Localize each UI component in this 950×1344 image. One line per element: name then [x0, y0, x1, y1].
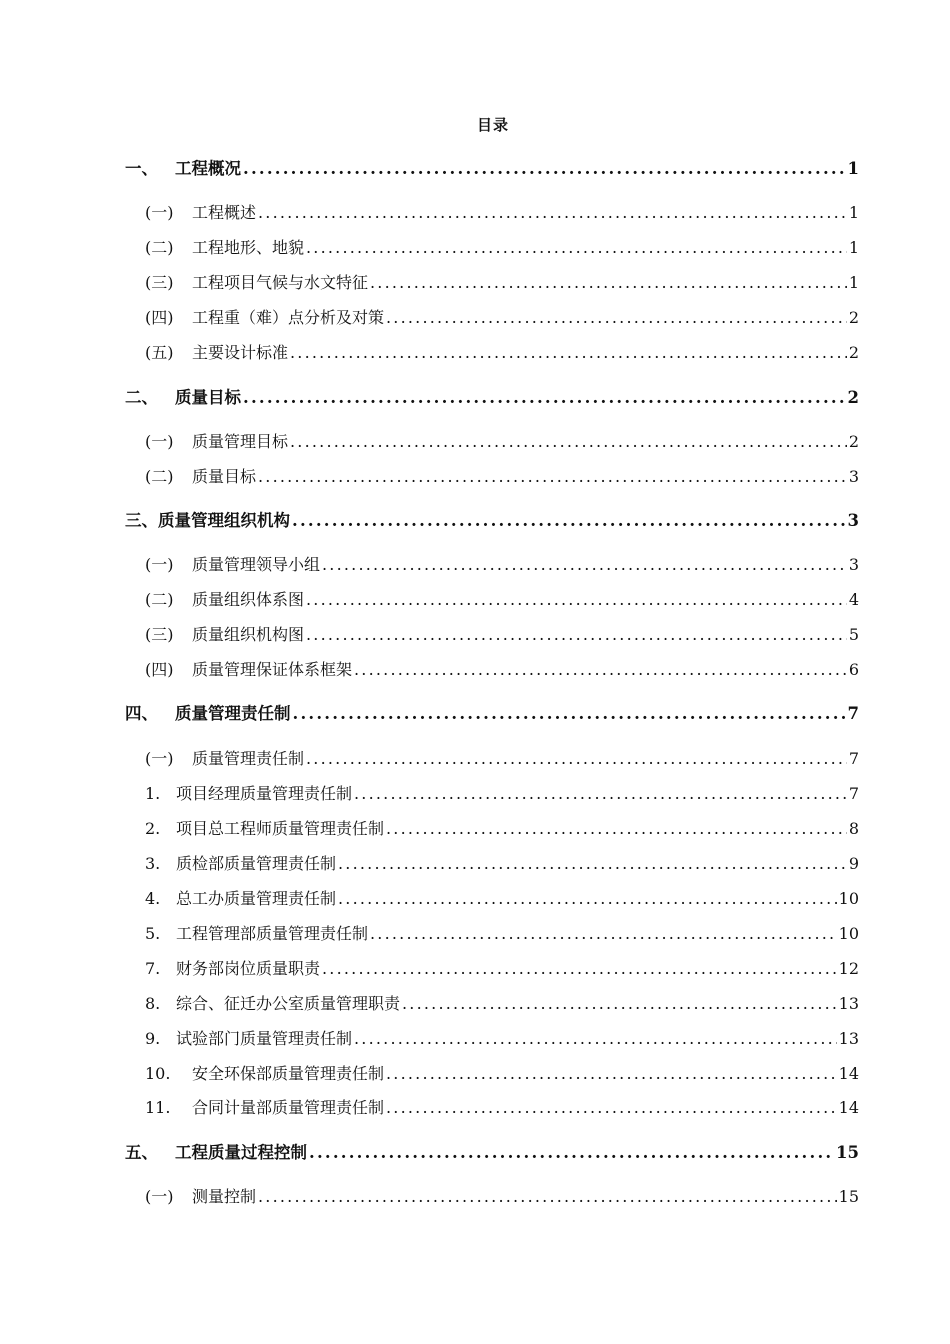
toc-entry-text: 质检部质量管理责任制: [176, 854, 337, 873]
toc-entry[interactable]: [145, 1183, 859, 1207]
toc-leader-dots: [386, 1064, 837, 1084]
toc-entry-number: 7.: [145, 959, 161, 978]
toc-leader-dots: [243, 159, 846, 179]
toc-leader-dots: [292, 511, 846, 531]
toc-entry-number: 11.: [145, 1098, 171, 1117]
toc-entry-text: 质量组织机构图: [192, 625, 305, 644]
toc-entry-page: 7: [847, 704, 859, 723]
toc-entry[interactable]: [145, 990, 859, 1014]
toc-entry-number: 一、: [125, 159, 158, 178]
toc-entry[interactable]: [125, 1139, 859, 1163]
toc-leader-dots: [354, 1029, 837, 1049]
toc-leader-dots: [370, 924, 837, 944]
toc-entry-text: 质量管理组织机构: [158, 511, 290, 530]
toc-leader-dots: [258, 1187, 837, 1207]
toc-entry-text: 主要设计标准: [192, 343, 289, 362]
toc-entry-text: 质量管理责任制: [192, 749, 305, 768]
toc-entry-page: 1: [848, 203, 859, 222]
toc-entry-page: 14: [838, 1064, 859, 1083]
toc-entry[interactable]: [145, 780, 859, 804]
toc-title: 目录: [476, 116, 509, 134]
toc-entry[interactable]: [145, 551, 859, 575]
toc-entry-text: 质量管理保证体系框架: [192, 660, 353, 679]
toc-entry[interactable]: [125, 700, 859, 724]
toc-entry-page: 1: [848, 238, 859, 257]
toc-entry-text: 工程地形、地貌: [192, 238, 305, 257]
toc-entry[interactable]: [145, 885, 859, 909]
toc-entry-page: 3: [848, 555, 859, 574]
toc-entry-number: 五、: [125, 1143, 158, 1162]
toc-leader-dots: [306, 749, 847, 769]
toc-leader-dots: [290, 343, 847, 363]
toc-entry[interactable]: [145, 920, 859, 944]
toc-entry[interactable]: [145, 304, 859, 328]
toc-entry-text: 工程概况: [175, 159, 241, 178]
toc-entry-text: 项目总工程师质量管理责任制: [176, 819, 385, 838]
toc-entry-number: 四、: [125, 704, 158, 723]
toc-entry-number: (二): [145, 238, 174, 257]
toc-entry-number: (二): [145, 590, 174, 609]
toc-entry[interactable]: [145, 428, 859, 452]
toc-entry-text: 质量组织体系图: [192, 590, 305, 609]
toc-entry-page: 8: [848, 819, 859, 838]
toc-leader-dots: [386, 1098, 837, 1118]
toc-entry-number: 9.: [145, 1029, 161, 1048]
toc-entry-page: 12: [838, 959, 859, 978]
toc-leader-dots: [354, 784, 847, 804]
toc-entry[interactable]: [145, 1025, 859, 1049]
toc-leader-dots: [258, 203, 847, 223]
toc-entry-page: 14: [838, 1098, 859, 1117]
toc-entry-number: 10.: [145, 1064, 171, 1083]
toc-leader-dots: [322, 555, 847, 575]
toc-entry-number: (一): [145, 203, 174, 222]
toc-entry-text: 质量目标: [192, 467, 257, 486]
toc-entry-page: 10: [838, 889, 859, 908]
toc-entry-number: (四): [145, 308, 174, 327]
toc-entry[interactable]: [145, 745, 859, 769]
toc-leader-dots: [293, 704, 846, 724]
toc-entry-number: 2.: [145, 819, 161, 838]
toc-leader-dots: [258, 467, 847, 487]
toc-leader-dots: [306, 590, 847, 610]
toc-leader-dots: [386, 819, 847, 839]
toc-entry-text: 工程项目气候与水文特征: [192, 273, 369, 292]
toc-entry-page: 3: [848, 467, 859, 486]
toc-entry-number: (三): [145, 273, 174, 292]
toc-entry[interactable]: [125, 384, 859, 408]
toc-entry[interactable]: [145, 586, 859, 610]
toc-entry[interactable]: [145, 234, 859, 258]
toc-entry[interactable]: [145, 269, 859, 293]
toc-entry-text: 质量管理责任制: [175, 704, 291, 723]
toc-entry-number: (一): [145, 555, 174, 574]
toc-entry-text: 综合、征迁办公室质量管理职责: [176, 994, 401, 1013]
toc-entry[interactable]: [125, 507, 859, 531]
toc-entry-text: 工程重（难）点分析及对策: [192, 308, 385, 327]
toc-entry-number: 5.: [145, 924, 161, 943]
toc-entry-number: 二、: [125, 388, 158, 407]
toc-entry-number: 8.: [145, 994, 161, 1013]
toc-leader-dots: [322, 959, 837, 979]
toc-entry-number: (三): [145, 625, 174, 644]
toc-entry[interactable]: [145, 339, 859, 363]
toc-entry-number: (五): [145, 343, 174, 362]
toc-entry-page: 5: [848, 625, 859, 644]
toc-entry-number: (二): [145, 467, 174, 486]
toc-entry-text: 质量目标: [175, 388, 241, 407]
toc-entry-page: 6: [848, 660, 859, 679]
toc-entry-text: 安全环保部质量管理责任制: [192, 1064, 385, 1083]
toc-entry-page: 7: [848, 784, 859, 803]
toc-entry-text: 总工办质量管理责任制: [176, 889, 337, 908]
toc-leader-dots: [338, 889, 837, 909]
toc-entry-page: 2: [848, 308, 859, 327]
toc-entry[interactable]: [145, 1094, 859, 1118]
toc-entry[interactable]: [145, 199, 859, 223]
toc-leader-dots: [243, 388, 846, 408]
toc-entry-number: 4.: [145, 889, 161, 908]
toc-entry-text: 工程概述: [192, 203, 257, 222]
toc-entry[interactable]: [145, 815, 859, 839]
toc-entry[interactable]: [145, 621, 859, 645]
toc-leader-dots: [338, 854, 847, 874]
toc-entry-number: (一): [145, 749, 174, 768]
toc-entry-page: 15: [838, 1187, 859, 1206]
toc-entry-page: 15: [836, 1143, 859, 1162]
toc-entry-page: 2: [848, 432, 859, 451]
toc-entry-number: 三、: [125, 511, 158, 530]
toc-entry-number: (一): [145, 1187, 174, 1206]
toc-entry-page: 7: [848, 749, 859, 768]
toc-entry-page: 1: [847, 159, 859, 178]
toc-entry-page: 9: [848, 854, 859, 873]
toc-entry-page: 2: [848, 343, 859, 362]
toc-entry-page: 2: [847, 388, 859, 407]
toc-leader-dots: [386, 308, 847, 328]
toc-entry-page: 13: [838, 1029, 859, 1048]
toc-leader-dots: [402, 994, 837, 1014]
toc-entry[interactable]: [125, 155, 859, 179]
toc-leader-dots: [370, 273, 847, 293]
toc-entry-page: 3: [847, 511, 859, 530]
toc-entry-page: 13: [838, 994, 859, 1013]
toc-leader-dots: [290, 432, 847, 452]
toc-entry-page: 1: [848, 273, 859, 292]
toc-entry-number: (四): [145, 660, 174, 679]
toc-entry-text: 财务部岗位质量职责: [176, 959, 321, 978]
toc-entry[interactable]: [145, 955, 859, 979]
toc-entry-text: 质量管理领导小组: [192, 555, 321, 574]
toc-entry-page: 4: [848, 590, 859, 609]
toc-leader-dots: [309, 1143, 834, 1163]
toc-entry[interactable]: [145, 1060, 859, 1084]
toc-leader-dots: [354, 660, 847, 680]
toc-entry-text: 质量管理目标: [192, 432, 289, 451]
toc-entry-number: (一): [145, 432, 174, 451]
toc-entry[interactable]: [145, 656, 859, 680]
toc-entry-page: 10: [838, 924, 859, 943]
toc-entry-text: 项目经理质量管理责任制: [176, 784, 353, 803]
toc-entry-number: 3.: [145, 854, 161, 873]
toc-entry-text: 工程质量过程控制: [175, 1143, 307, 1162]
toc-entry-text: 工程管理部质量管理责任制: [176, 924, 369, 943]
toc-entry-text: 试验部门质量管理责任制: [176, 1029, 353, 1048]
toc-leader-dots: [306, 238, 847, 258]
toc-entry-number: 1.: [145, 784, 161, 803]
toc-entry-text: 测量控制: [192, 1187, 257, 1206]
toc-entry[interactable]: [145, 463, 859, 487]
toc-entry[interactable]: [145, 850, 859, 874]
toc-entry-text: 合同计量部质量管理责任制: [192, 1098, 385, 1117]
toc-leader-dots: [306, 625, 847, 645]
